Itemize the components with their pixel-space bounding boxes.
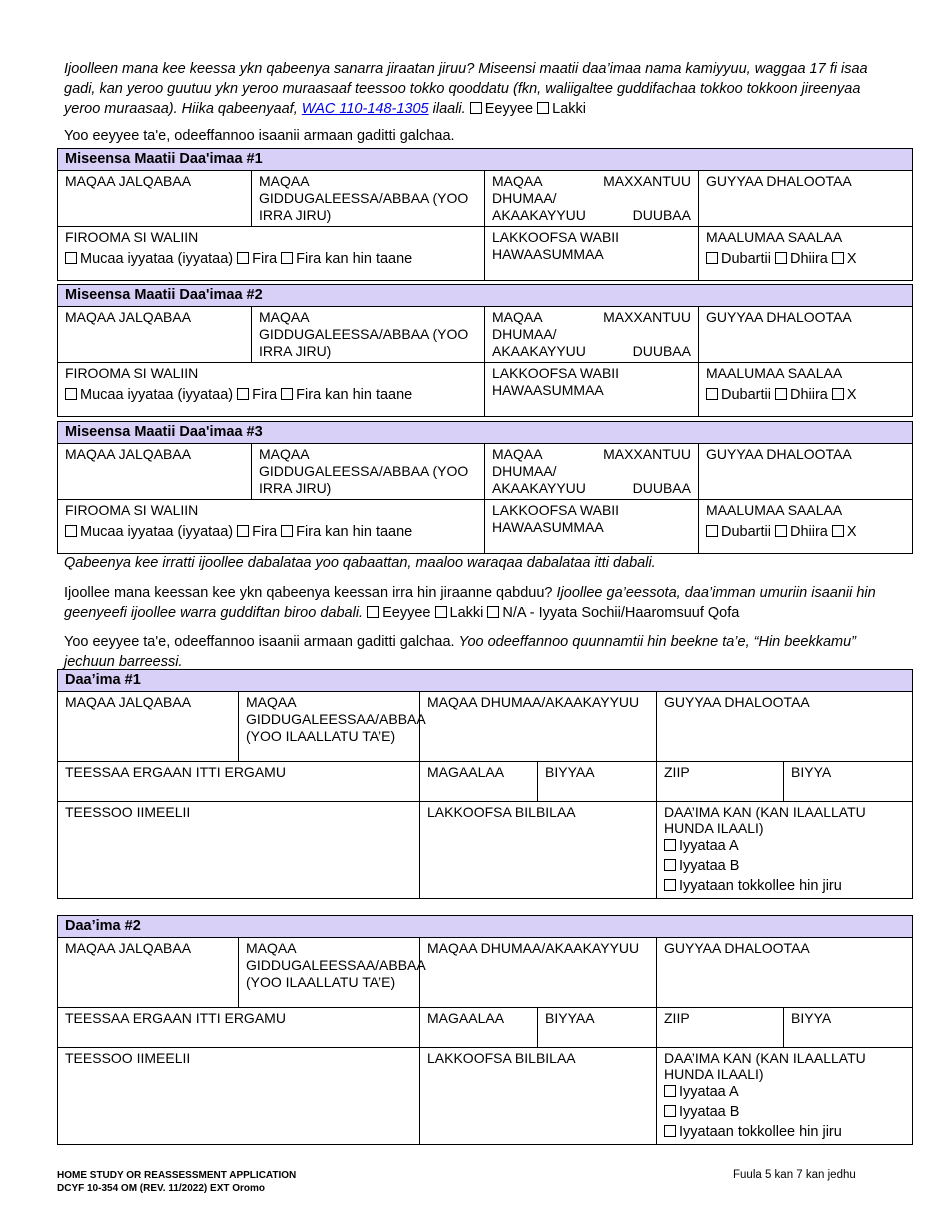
ssn-field[interactable]: LAKKOOFSA WABII HAWAASUMMAA xyxy=(485,500,699,554)
child-of-field: DAA’IMA KAN (KAN ILAALLATU HUNDA ILAALI) Iyyataa A Iyyataa B Iyyataan tokkollee hin jiru xyxy=(657,802,913,899)
middle-name-field[interactable]: MAQAA GIDDUGALEESSA/ABBAA (YOO IRRA JIRU) xyxy=(252,307,485,363)
middle-name-field[interactable]: MAQAA GIDDUGALEESSA/ABBAA (YOO IRRA JIRU) xyxy=(252,171,485,227)
more-children-note: Qabeenya kee irratti ijoollee dabalataa yoo qabaattan, maaloo waraqaa dabalataa itti dabali. xyxy=(64,555,656,571)
country-field[interactable]: BIYYA xyxy=(784,762,913,802)
gender-male-checkbox[interactable] xyxy=(775,388,787,400)
intro-question: Ijoolleen mana kee keessa ykn qabeenya sanarra jiraatan jiruu? Miseensi maatii daa’imaa nama kamiyyuu, waggaa 17 fi isaa gadi, kan yeroo guutuu ykn yeroo muraasaaf teessoo tokko qooddatu (fkn, waliigaltee guddifachaa tokkoo tokkoon jireenyaa yeroo muraasaa). Hiika qabeenyaaf, WAC 110-148-1305 ilaali. Eeyyee Lakki xyxy=(64,61,868,117)
gender-x-checkbox[interactable] xyxy=(832,525,844,537)
last-name-field[interactable]: MAQAA DHUMAA/ MAXXANTUU AKAAKAYYUU DUUBAA xyxy=(485,307,699,363)
child-title: Daa’ima #1 xyxy=(58,670,913,692)
gender-male-checkbox[interactable] xyxy=(775,252,787,264)
page-number: Fuula 5 kan 7 kan jedhu xyxy=(733,1169,856,1181)
gender-female-checkbox[interactable] xyxy=(706,388,718,400)
applicant-a-checkbox[interactable] xyxy=(664,1085,676,1097)
q2-yes-checkbox[interactable] xyxy=(367,606,379,618)
form-title: HOME STUDY OR REASSESSMENT APPLICATION xyxy=(57,1170,297,1181)
address-field[interactable]: TEESSAA ERGAAN ITTI ERGAMU xyxy=(58,762,420,802)
email-field[interactable]: TEESSOO IIMEELII xyxy=(58,802,420,899)
phone-field[interactable]: LAKKOOFSA BILBILAA xyxy=(420,802,657,899)
child-table-1 xyxy=(57,669,913,899)
intro-no-checkbox[interactable] xyxy=(537,102,549,114)
child-of-field: DAA’IMA KAN (KAN ILAALLATU HUNDA ILAALI) Iyyataa A Iyyataa B Iyyataan tokkollee hin jiru xyxy=(657,1048,913,1145)
dob-field[interactable]: GUYYAA DHALOOTAA xyxy=(699,307,913,363)
zip-field[interactable]: ZIIP xyxy=(657,762,784,802)
dob-field[interactable]: GUYYAA DHALOOTAA xyxy=(657,692,913,762)
applicant-b-checkbox[interactable] xyxy=(664,1105,676,1117)
if-yes-instruction-1: Yoo eeyyee ta'e, odeeffannoo isaanii armaan gaditti galchaa. xyxy=(64,128,455,144)
form-number: DCYF 10-354 OM (REV. 11/2022) EXT Oromo xyxy=(57,1183,266,1194)
relationship-field: FIROOMA SI WALIIN Mucaa iyyataa (iyyataa) Fira Fira kan hin taane xyxy=(58,363,485,417)
dob-field[interactable]: GUYYAA DHALOOTAA xyxy=(657,938,913,1008)
middle-name-field[interactable]: MAQAA GIDDUGALEESSAA/ABBAA (YOO ILAALLATU TA’E) xyxy=(239,692,420,762)
if-yes-instruction-2: Yoo eeyyee ta'e, odeeffannoo isaanii armaan gaditti galchaa. Yoo odeeffannoo quunnamtii hin beekne ta’e, “Hin beekkamu” jechuun barreessi. xyxy=(64,634,856,670)
country-field[interactable]: BIYYA xyxy=(784,1008,913,1048)
member-title: Miseensa Maatii Daa'imaa #1 xyxy=(58,149,913,171)
member-table-3 xyxy=(57,421,913,554)
state-field[interactable]: BIYYAA xyxy=(538,1008,657,1048)
gender-x-checkbox[interactable] xyxy=(832,252,844,264)
last-name-field[interactable]: MAQAA DHUMAA/ MAXXANTUU AKAAKAYYUU DUUBAA xyxy=(485,171,699,227)
address-field[interactable]: TEESSAA ERGAAN ITTI ERGAMU xyxy=(58,1008,420,1048)
last-name-field[interactable]: MAQAA DHUMAA/ MAXXANTUU AKAAKAYYUU DUUBAA xyxy=(485,444,699,500)
applicant-a-checkbox[interactable] xyxy=(664,839,676,851)
last-name-field[interactable]: MAQAA DHUMAA/AKAAKAYYUU xyxy=(420,692,657,762)
q2-question: Ijoollee mana keessan kee ykn qabeenya keessan irra hin jiraanne qabduu? Ijoollee ga’eessota, daa’imman umuriin isaanii hin geenyeefi ijoollee warra guddiftan biroo dabali. Eeyyee Lakki N/A - Iyyata Sochii/Haaromsuuf Qofa xyxy=(64,585,876,621)
member-title: Miseensa Maatii Daa'imaa #2 xyxy=(58,285,913,307)
rel-child-checkbox[interactable] xyxy=(65,525,77,537)
legal-name-field[interactable]: MAQAA JALQABAA xyxy=(58,692,239,762)
gender-x-checkbox[interactable] xyxy=(832,388,844,400)
ssn-field[interactable]: LAKKOOFSA WABII HAWAASUMMAA xyxy=(485,227,699,281)
state-field[interactable]: BIYYAA xyxy=(538,762,657,802)
member-table-2 xyxy=(57,284,913,417)
rel-nonrelative-checkbox[interactable] xyxy=(281,252,293,264)
ssn-field[interactable]: LAKKOOFSA WABII HAWAASUMMAA xyxy=(485,363,699,417)
rel-nonrelative-checkbox[interactable] xyxy=(281,388,293,400)
legal-name-field[interactable]: MAQAA JALQABAA xyxy=(58,171,252,227)
member-table-1 xyxy=(57,148,913,281)
member-title: Miseensa Maatii Daa'imaa #3 xyxy=(58,422,913,444)
email-field[interactable]: TEESSOO IIMEELII xyxy=(58,1048,420,1145)
q2-no-checkbox[interactable] xyxy=(435,606,447,618)
gender-female-checkbox[interactable] xyxy=(706,525,718,537)
gender-field: MAALUMAA SAALAA Dubartii Dhiira X xyxy=(699,500,913,554)
legal-name-field[interactable]: MAQAA JALQABAA xyxy=(58,444,252,500)
wac-link[interactable]: WAC 110-148-1305 xyxy=(301,101,429,117)
legal-name-field[interactable]: MAQAA JALQABAA xyxy=(58,938,239,1008)
dob-field[interactable]: GUYYAA DHALOOTAA xyxy=(699,444,913,500)
q2-na-checkbox[interactable] xyxy=(487,606,499,618)
gender-female-checkbox[interactable] xyxy=(706,252,718,264)
middle-name-field[interactable]: MAQAA GIDDUGALEESSA/ABBAA (YOO IRRA JIRU) xyxy=(252,444,485,500)
rel-relative-checkbox[interactable] xyxy=(237,388,249,400)
zip-field[interactable]: ZIIP xyxy=(657,1008,784,1048)
dob-field[interactable]: GUYYAA DHALOOTAA xyxy=(699,171,913,227)
gender-field: MAALUMAA SAALAA Dubartii Dhiira X xyxy=(699,227,913,281)
phone-field[interactable]: LAKKOOFSA BILBILAA xyxy=(420,1048,657,1145)
form-footer xyxy=(57,1169,296,1195)
legal-name-field[interactable]: MAQAA JALQABAA xyxy=(58,307,252,363)
intro-yes-checkbox[interactable] xyxy=(470,102,482,114)
middle-name-field[interactable]: MAQAA GIDDUGALEESSAA/ABBAA (YOO ILAALLATU TA’E) xyxy=(239,938,420,1008)
child-title: Daa’ima #2 xyxy=(58,916,913,938)
applicant-b-checkbox[interactable] xyxy=(664,859,676,871)
last-name-field[interactable]: MAQAA DHUMAA/AKAAKAYYUU xyxy=(420,938,657,1008)
child-table-2 xyxy=(57,915,913,1145)
no-applicant-checkbox[interactable] xyxy=(664,1125,676,1137)
city-field[interactable]: MAGAALAA xyxy=(420,762,538,802)
rel-child-checkbox[interactable] xyxy=(65,388,77,400)
rel-relative-checkbox[interactable] xyxy=(237,525,249,537)
no-applicant-checkbox[interactable] xyxy=(664,879,676,891)
rel-nonrelative-checkbox[interactable] xyxy=(281,525,293,537)
gender-male-checkbox[interactable] xyxy=(775,525,787,537)
gender-field: MAALUMAA SAALAA Dubartii Dhiira X xyxy=(699,363,913,417)
relationship-field: FIROOMA SI WALIIN Mucaa iyyataa (iyyataa) Fira Fira kan hin taane xyxy=(58,500,485,554)
city-field[interactable]: MAGAALAA xyxy=(420,1008,538,1048)
relationship-field: FIROOMA SI WALIIN Mucaa iyyataa (iyyataa) Fira Fira kan hin taane xyxy=(58,227,485,281)
rel-relative-checkbox[interactable] xyxy=(237,252,249,264)
rel-child-checkbox[interactable] xyxy=(65,252,77,264)
